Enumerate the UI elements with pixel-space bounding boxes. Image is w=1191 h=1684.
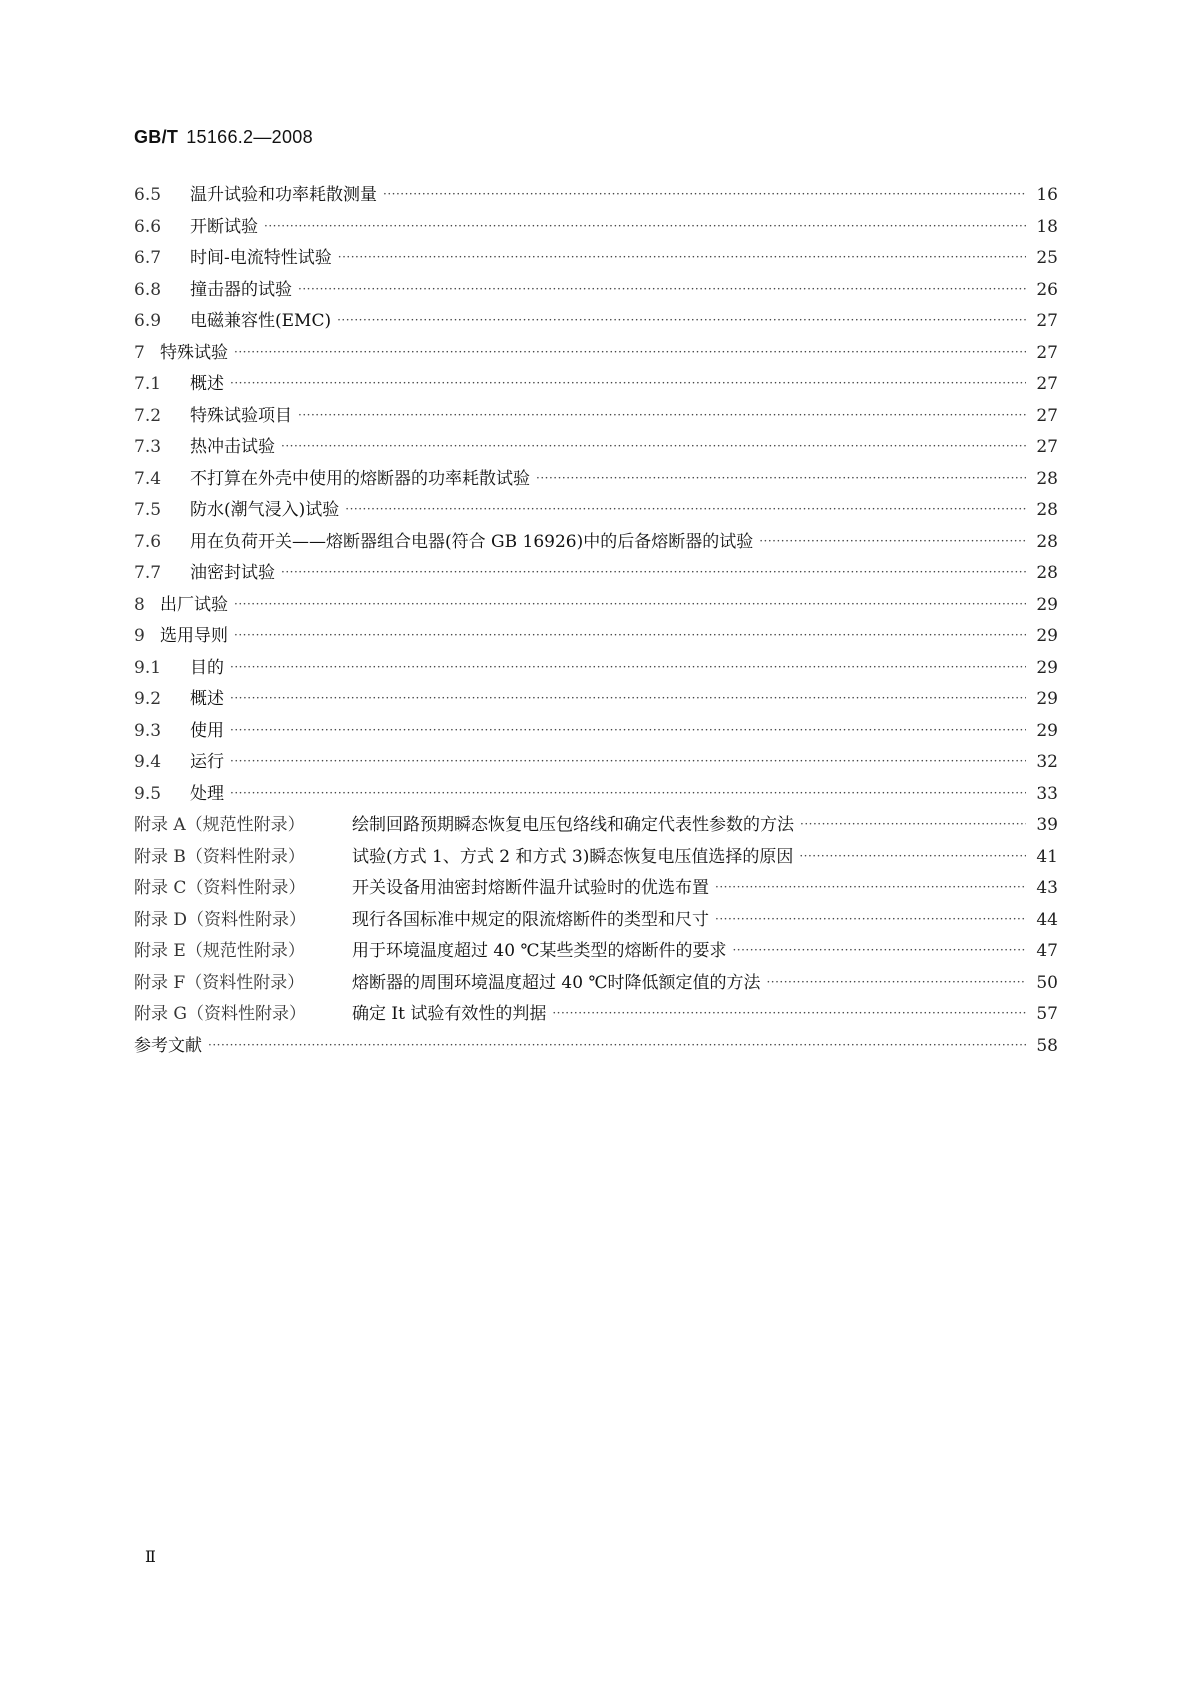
toc-leader-dots xyxy=(230,723,1026,737)
toc-entry-number: 7.6 xyxy=(134,531,162,552)
toc-entry-page: 29 xyxy=(1036,720,1058,741)
toc-entry-title: 绘制回路预期瞬态恢复电压包络线和确定代表性参数的方法 xyxy=(352,815,794,835)
toc-entry-number: 7.2 xyxy=(134,405,162,426)
toc-entry-title: 用在负荷开关——熔断器组合电器(符合 GB 16926)中的后备熔断器的试验 xyxy=(190,531,754,552)
toc-entry-title: 出厂试验 xyxy=(160,594,228,615)
toc-entry[interactable] xyxy=(134,275,1058,307)
toc-leader-dots xyxy=(799,849,1026,863)
toc-leader-dots xyxy=(234,628,1026,642)
toc-entry-title: 不打算在外壳中使用的熔断器的功率耗散试验 xyxy=(190,468,530,489)
toc-entry[interactable] xyxy=(134,590,1058,622)
toc-entry-number: 9.2 xyxy=(134,689,162,709)
toc-entry-number: 9.1 xyxy=(134,657,162,678)
table-of-contents xyxy=(134,180,1058,1062)
toc-leader-dots xyxy=(536,471,1026,485)
toc-entry-page: 29 xyxy=(1036,657,1058,678)
toc-entry[interactable] xyxy=(134,306,1058,338)
toc-entry-title: 用于环境温度超过 40 ℃某些类型的熔断件的要求 xyxy=(352,941,727,961)
toc-entry[interactable] xyxy=(134,905,1058,937)
toc-leader-dots xyxy=(383,187,1026,201)
toc-leader-dots xyxy=(230,691,1026,705)
toc-leader-dots xyxy=(264,219,1026,233)
toc-entry-title: 特殊试验 xyxy=(160,342,228,363)
toc-entry-page: 43 xyxy=(1036,878,1058,898)
toc-entry-title: 开关设备用油密封熔断件温升试验时的优选布置 xyxy=(352,878,709,898)
toc-entry-page: 26 xyxy=(1036,279,1058,300)
toc-entry-number: 7 xyxy=(134,342,145,363)
toc-entry[interactable] xyxy=(134,527,1058,559)
toc-entry[interactable] xyxy=(134,684,1058,716)
toc-entry-title: 目的 xyxy=(190,657,224,678)
toc-entry-number: 9.4 xyxy=(134,752,162,772)
toc-entry-number: 7.3 xyxy=(134,437,162,457)
toc-entry[interactable] xyxy=(134,621,1058,653)
toc-leader-dots xyxy=(230,660,1026,674)
toc-entry-page: 57 xyxy=(1036,1004,1058,1024)
toc-entry-page: 27 xyxy=(1036,342,1058,363)
toc-entry[interactable] xyxy=(134,338,1058,370)
toc-entry-page: 27 xyxy=(1036,405,1058,426)
toc-entry[interactable] xyxy=(134,1031,1058,1063)
document-header xyxy=(134,127,313,148)
toc-entry-number: 附录 E（规范性附录） xyxy=(134,941,305,961)
toc-leader-dots xyxy=(338,250,1026,264)
toc-entry-title: 选用导则 xyxy=(160,626,228,646)
toc-leader-dots xyxy=(230,786,1026,800)
toc-leader-dots xyxy=(230,754,1026,768)
toc-entry-page: 41 xyxy=(1036,846,1058,867)
toc-entry-title: 确定 It 试验有效性的判据 xyxy=(352,1004,547,1024)
toc-entry-page: 28 xyxy=(1036,468,1058,489)
toc-entry-title: 撞击器的试验 xyxy=(190,279,292,300)
toc-entry-title: 电磁兼容性(EMC) xyxy=(190,311,332,331)
toc-entry[interactable] xyxy=(134,212,1058,244)
toc-entry-title: 概述 xyxy=(190,689,224,709)
toc-leader-dots xyxy=(298,408,1026,422)
toc-entry[interactable] xyxy=(134,243,1058,275)
toc-entry-number: 附录 B（资料性附录） xyxy=(134,846,305,867)
toc-entry-title: 处理 xyxy=(190,783,224,804)
toc-leader-dots xyxy=(234,345,1026,359)
toc-leader-dots xyxy=(230,376,1026,390)
toc-leader-dots xyxy=(766,975,1026,989)
toc-entry-number: 7.5 xyxy=(134,500,162,520)
toc-entry-number: 附录 F（资料性附录） xyxy=(134,972,305,993)
toc-entry-number: 9 xyxy=(134,626,145,646)
toc-entry-number: 9.5 xyxy=(134,783,162,804)
toc-entry-page: 27 xyxy=(1036,374,1058,394)
toc-entry-number: 附录 D（资料性附录） xyxy=(134,909,307,930)
toc-entry-page: 29 xyxy=(1036,626,1058,646)
toc-entry-number: 附录 G（资料性附录） xyxy=(134,1004,306,1024)
toc-entry-page: 25 xyxy=(1036,248,1058,268)
toc-entry[interactable] xyxy=(134,842,1058,874)
toc-entry[interactable] xyxy=(134,432,1058,464)
toc-entry-page: 27 xyxy=(1036,437,1058,457)
toc-entry-title: 使用 xyxy=(190,720,224,741)
toc-leader-dots xyxy=(552,1006,1026,1020)
toc-entry-page: 32 xyxy=(1036,752,1058,772)
toc-entry-number: 8 xyxy=(134,594,145,615)
toc-entry-title: 时间-电流特性试验 xyxy=(190,248,332,268)
toc-leader-dots xyxy=(281,565,1026,579)
toc-entry[interactable] xyxy=(134,558,1058,590)
toc-entry-title: 参考文献 xyxy=(134,1035,202,1056)
toc-leader-dots xyxy=(715,880,1026,894)
toc-leader-dots xyxy=(345,502,1026,516)
toc-entry-number: 7.7 xyxy=(134,563,162,583)
toc-leader-dots xyxy=(715,912,1026,926)
toc-entry[interactable] xyxy=(134,464,1058,496)
toc-entry[interactable] xyxy=(134,810,1058,842)
toc-entry-title: 油密封试验 xyxy=(190,563,275,583)
toc-leader-dots xyxy=(281,439,1026,453)
toc-entry-page: 28 xyxy=(1036,531,1058,552)
toc-entry-title: 防水(潮气浸入)试验 xyxy=(190,500,340,520)
toc-entry[interactable] xyxy=(134,401,1058,433)
toc-entry-page: 16 xyxy=(1036,185,1058,205)
toc-leader-dots xyxy=(732,943,1026,957)
toc-entry[interactable] xyxy=(134,747,1058,779)
toc-entry-title: 现行各国标准中规定的限流熔断件的类型和尺寸 xyxy=(352,909,709,930)
toc-entry[interactable] xyxy=(134,999,1058,1031)
toc-leader-dots xyxy=(337,313,1026,327)
toc-leader-dots xyxy=(298,282,1026,296)
standard-prefix: GB/T xyxy=(134,127,179,147)
toc-entry-page: 50 xyxy=(1036,972,1058,993)
toc-entry-title: 试验(方式 1、方式 2 和方式 3)瞬态恢复电压值选择的原因 xyxy=(352,846,794,867)
toc-leader-dots xyxy=(800,817,1026,831)
toc-entry-page: 39 xyxy=(1036,815,1058,835)
toc-entry-number: 附录 C（资料性附录） xyxy=(134,878,306,898)
toc-entry-title: 概述 xyxy=(190,374,224,394)
toc-entry-title: 热冲击试验 xyxy=(190,437,275,457)
toc-entry-page: 29 xyxy=(1036,689,1058,709)
toc-leader-dots xyxy=(234,597,1026,611)
toc-entry[interactable] xyxy=(134,779,1058,811)
toc-entry-number: 6.9 xyxy=(134,311,162,331)
toc-entry[interactable] xyxy=(134,495,1058,527)
toc-entry-page: 27 xyxy=(1036,311,1058,331)
toc-entry[interactable] xyxy=(134,936,1058,968)
toc-leader-dots xyxy=(759,534,1026,548)
toc-entry[interactable] xyxy=(134,716,1058,748)
toc-entry-title: 温升试验和功率耗散测量 xyxy=(190,185,377,205)
toc-entry[interactable] xyxy=(134,653,1058,685)
toc-entry-page: 18 xyxy=(1036,216,1058,237)
toc-entry[interactable] xyxy=(134,873,1058,905)
toc-entry-title: 运行 xyxy=(190,752,224,772)
toc-entry-title: 熔断器的周围环境温度超过 40 ℃时降低额定值的方法 xyxy=(352,972,761,993)
page-number-footer: Ⅱ xyxy=(145,1547,156,1566)
toc-entry[interactable] xyxy=(134,369,1058,401)
toc-entry-number: 6.7 xyxy=(134,248,162,268)
toc-entry-page: 58 xyxy=(1036,1035,1058,1056)
standard-number: 15166.2—2008 xyxy=(186,127,313,147)
toc-entry-number: 6.5 xyxy=(134,185,162,205)
toc-entry[interactable] xyxy=(134,180,1058,212)
toc-entry-page: 28 xyxy=(1036,563,1058,583)
toc-entry-number: 6.6 xyxy=(134,216,162,237)
toc-leader-dots xyxy=(208,1038,1026,1052)
toc-entry-page: 29 xyxy=(1036,594,1058,615)
toc-entry-number: 6.8 xyxy=(134,279,162,300)
toc-entry-page: 44 xyxy=(1036,909,1058,930)
toc-entry-number: 7.1 xyxy=(134,374,162,394)
toc-entry-title: 开断试验 xyxy=(190,216,258,237)
toc-entry-number: 附录 A（规范性附录） xyxy=(134,815,305,835)
toc-entry-number: 7.4 xyxy=(134,468,162,489)
toc-entry-page: 28 xyxy=(1036,500,1058,520)
toc-entry-number: 9.3 xyxy=(134,720,162,741)
toc-entry[interactable] xyxy=(134,968,1058,1000)
toc-entry-page: 33 xyxy=(1036,783,1058,804)
toc-entry-title: 特殊试验项目 xyxy=(190,405,292,426)
toc-entry-page: 47 xyxy=(1036,941,1058,961)
